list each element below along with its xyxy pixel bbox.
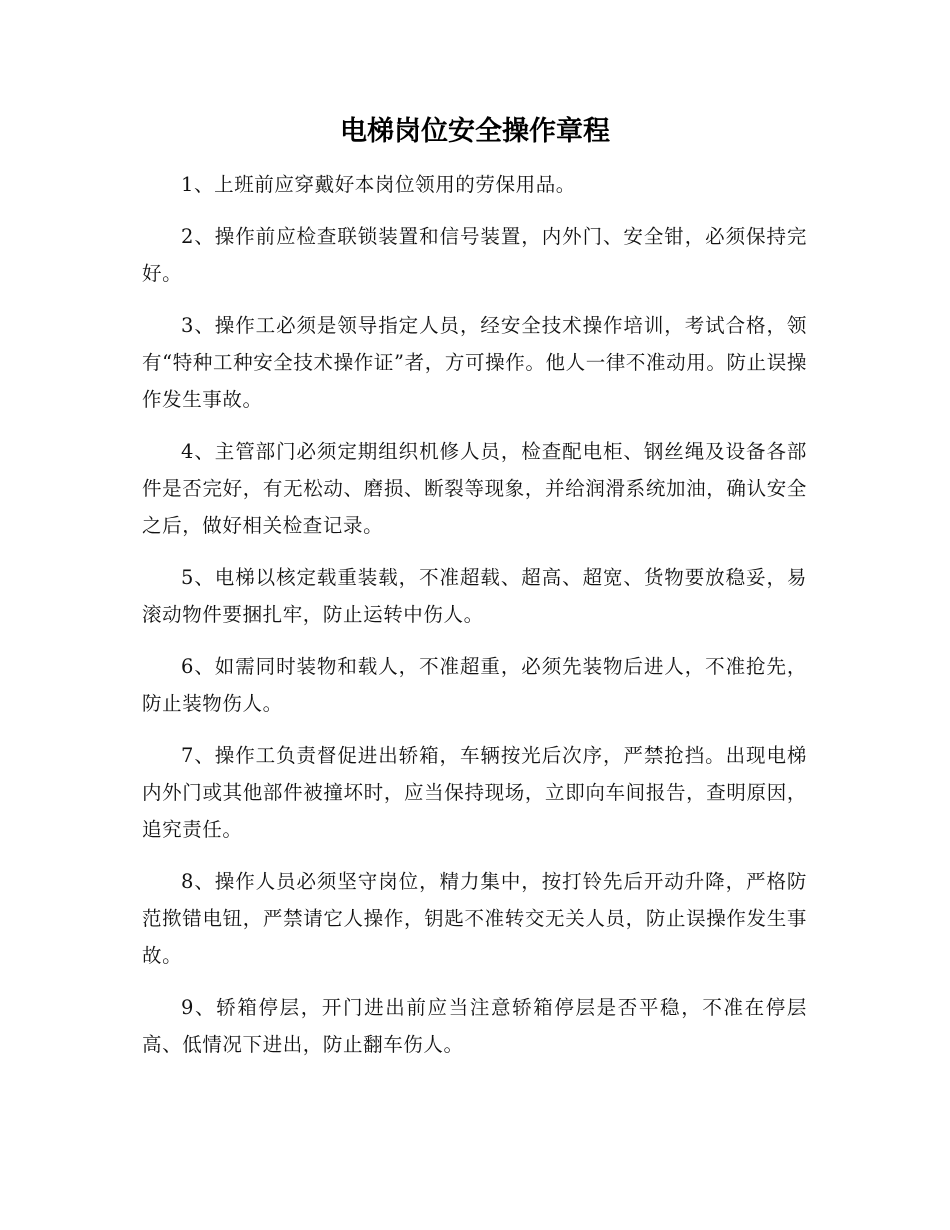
paragraph-9: 9、轿箱停层，开门进出前应当注意轿箱停层是否平稳，不准在停层高、低情况下进出，防止翻车伤人。 [142,996,807,1056]
paragraph-1: 1、上班前应穿戴好本岗位领用的劳保用品。 [181,173,576,196]
paragraph-7: 7、操作工负责督促进出轿箱，车辆按光后次序，严禁抢挡。出现电梯内外门或其他部件被撞坏时，应当保持现场，立即向车间报告，查明原因，追究责任。 [142,744,807,841]
paragraph-4: 4、主管部门必须定期组织机修人员，检查配电柜、钢丝绳及设备各部件是否完好，有无松动、磨损、断裂等现象，并给润滑系统加油，确认安全之后，做好相关检查记录。 [142,440,807,537]
document-title: 电梯岗位安全操作章程 [340,116,610,147]
paragraph-5: 5、电梯以核定载重装载，不准超载、超高、超宽、货物要放稳妥，易滚动物件要捆扎牢，防止运转中伤人。 [142,566,807,626]
paragraph-6: 6、如需同时装物和载人，不准超重，必须先装物后进人，不准抢先，防止装物伤人。 [142,655,807,715]
paragraph-8: 8、操作人员必须坚守岗位，精力集中，按打铃先后开动升降，严格防范揿错电钮，严禁请它人操作，钥匙不准转交无关人员，防止误操作发生事故。 [142,870,807,967]
paragraph-2: 2、操作前应检查联锁装置和信号装置，内外门、安全钳，必须保持完好。 [142,225,807,285]
paragraph-3: 3、操作工必须是领导指定人员，经安全技术操作培训，考试合格，领有“特种工种安全技术操作证”者，方可操作。他人一律不准动用。防止误操作发生事故。 [142,314,807,411]
document-body [142,166,807,1078]
